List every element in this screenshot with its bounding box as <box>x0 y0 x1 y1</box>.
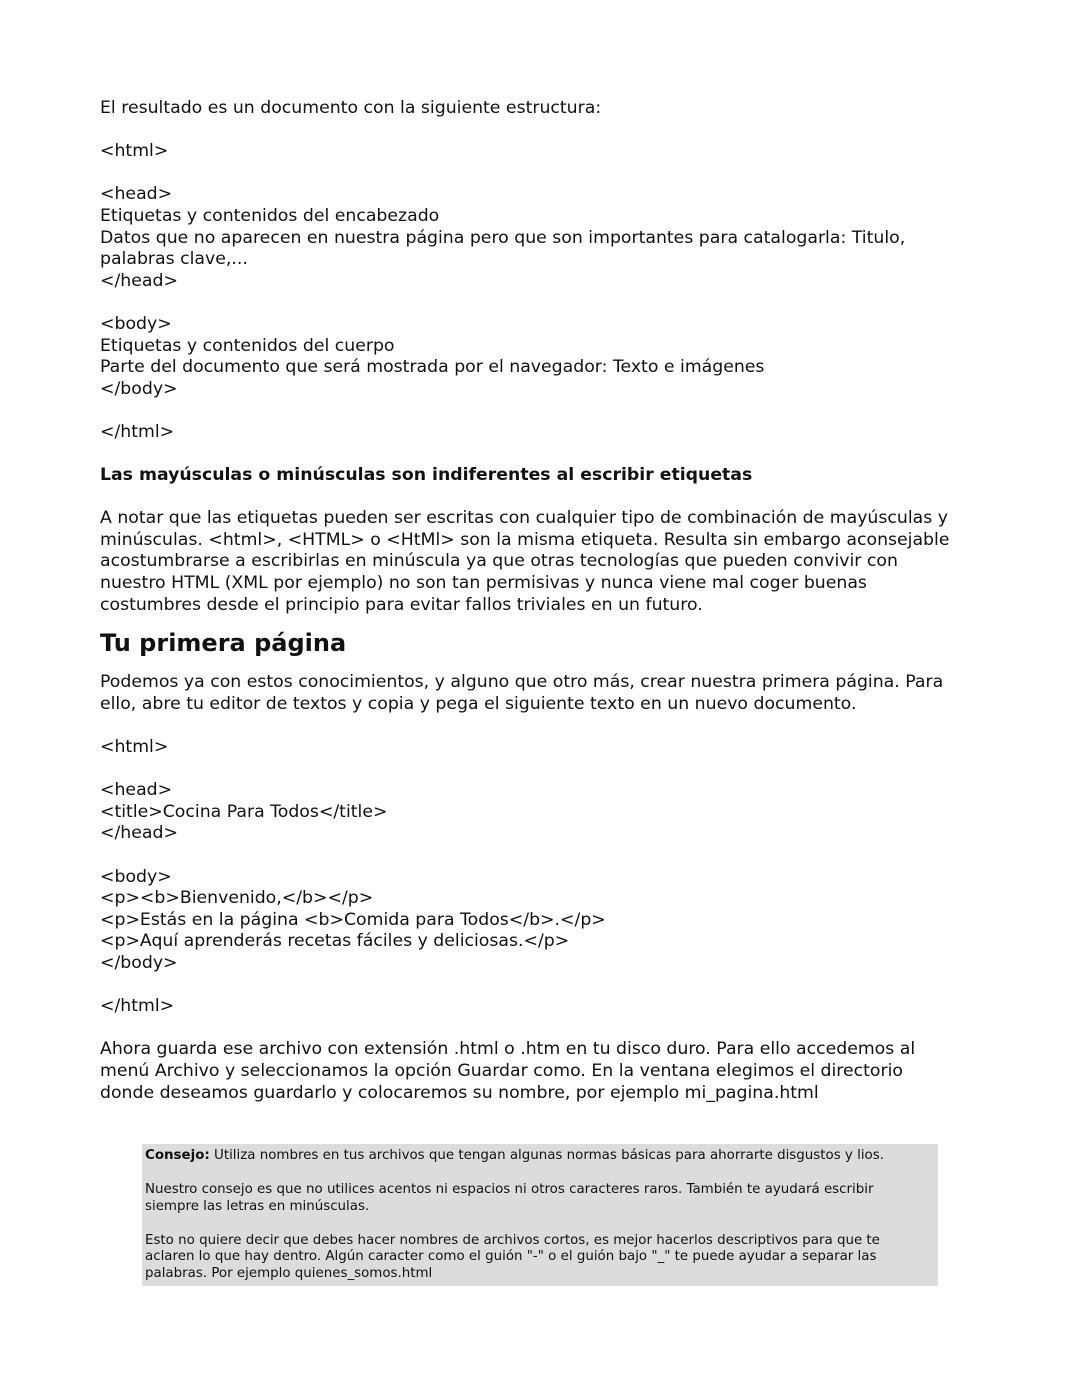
tip-box <box>142 1144 938 1286</box>
code-title: <title>Cocina Para Todos</title> <box>100 801 388 822</box>
tip-line1-text: Utiliza nombres en tus archivos que tengan algunas normas básicas para ahorrarte disgustos y lios. <box>209 1148 884 1163</box>
structure-head-open: <head> <box>100 184 173 205</box>
case-paragraph-line: nuestro HTML (XML por ejemplo) no son tan permisivas y nunca viene mal coger buenas <box>100 573 867 594</box>
structure-block <box>100 141 980 443</box>
first-page-paragraph <box>100 672 980 715</box>
tip-para2-line: Nuestro consejo es que no utilices acentos ni espacios ni otros caracteres raros. También te ayudará escribir <box>145 1181 874 1197</box>
case-paragraph-line: A notar que las etiquetas pueden ser escritas con cualquier tipo de combinación de mayúsculas y <box>100 508 948 529</box>
first-page-paragraph-line: ello, abre tu editor de textos y copia y pega el siguiente texto en un nuevo documento. <box>100 693 857 714</box>
structure-body-close: </body> <box>100 378 178 399</box>
case-paragraph-line: acostumbrarse a escribirlas en minúscula ya que otras tecnologías que pueden convivir con <box>100 551 898 572</box>
code-p1: <p><b>Bienvenido,</b></p> <box>100 888 374 909</box>
spacer <box>100 120 980 142</box>
structure-html-open: <html> <box>100 141 169 162</box>
tip-line1 <box>145 1148 935 1165</box>
code-p3: <p>Aquí aprenderás recetas fáciles y deliciosas.</p> <box>100 931 570 952</box>
structure-head-line2a: Datos que no aparecen en nuestra página pero que son importantes para catalogarla: Titulo, <box>100 227 906 248</box>
structure-head-line2b: palabras clave,... <box>100 249 248 270</box>
structure-body-open: <body> <box>100 313 172 334</box>
code-html-close: </html> <box>100 996 175 1017</box>
case-paragraph-line: minúsculas. <html>, <HTML> o <HtMl> son la misma etiqueta. Resulta sin embargo aconsejable <box>100 529 950 550</box>
first-page-paragraph-line: Podemos ya con estos conocimientos, y alguno que otro más, crear nuestra primera página. Para <box>100 672 944 693</box>
tip-para3-line: palabras. Por ejemplo quienes_somos.html <box>145 1266 433 1282</box>
save-paragraph-line: Ahora guarda ese archivo con extensión .html o .htm en tu disco duro. Para ello accedemos al <box>100 1039 916 1060</box>
structure-body-line2: Parte del documento que será mostrada por el navegador: Texto e imágenes <box>100 357 765 378</box>
section-title: Tu primera página <box>100 629 347 658</box>
structure-head-close: </head> <box>100 270 178 291</box>
code-body-close: </body> <box>100 952 178 973</box>
structure-body-line1: Etiquetas y contenidos del cuerpo <box>100 335 395 356</box>
structure-html-close: </html> <box>100 421 175 442</box>
save-paragraph <box>100 1039 980 1104</box>
document-page <box>100 98 980 1104</box>
save-paragraph-line: donde deseamos guardarlo y colocaremos su nombre, por ejemplo mi_pagina.html <box>100 1082 819 1103</box>
tip-para3-line: aclaren lo que hay dentro. Algún caracter como el guión "-" o el guión bajo "_" te puede ayudar a separar las <box>145 1249 877 1265</box>
code-body-open: <body> <box>100 866 172 887</box>
tip-label: Consejo: <box>145 1148 210 1163</box>
code-p2: <p>Estás en la página <b>Comida para Todos</b>.</p> <box>100 909 606 930</box>
code-block <box>100 737 980 1018</box>
tip-para2-line: siempre las letras en minúsculas. <box>145 1198 370 1214</box>
intro-text: El resultado es un documento con la siguiente estructura: <box>100 98 602 118</box>
code-head-close: </head> <box>100 823 178 844</box>
code-html-open: <html> <box>100 737 169 758</box>
case-paragraph <box>100 508 980 616</box>
tip-para3-line: Esto no quiere decir que debes hacer nombres de archivos cortos, es mejor hacerlos descriptivos para que te <box>145 1232 880 1248</box>
structure-head-line1: Etiquetas y contenidos del encabezado <box>100 205 440 226</box>
case-heading: Las mayúsculas o minúsculas son indiferentes al escribir etiquetas <box>100 465 753 486</box>
case-paragraph-line: costumbres desde el principio para evitar fallos triviales en un futuro. <box>100 594 703 615</box>
save-paragraph-line: menú Archivo y seleccionamos la opción Guardar como. En la ventana elegimos el directorio <box>100 1060 903 1081</box>
code-head-open: <head> <box>100 780 173 801</box>
